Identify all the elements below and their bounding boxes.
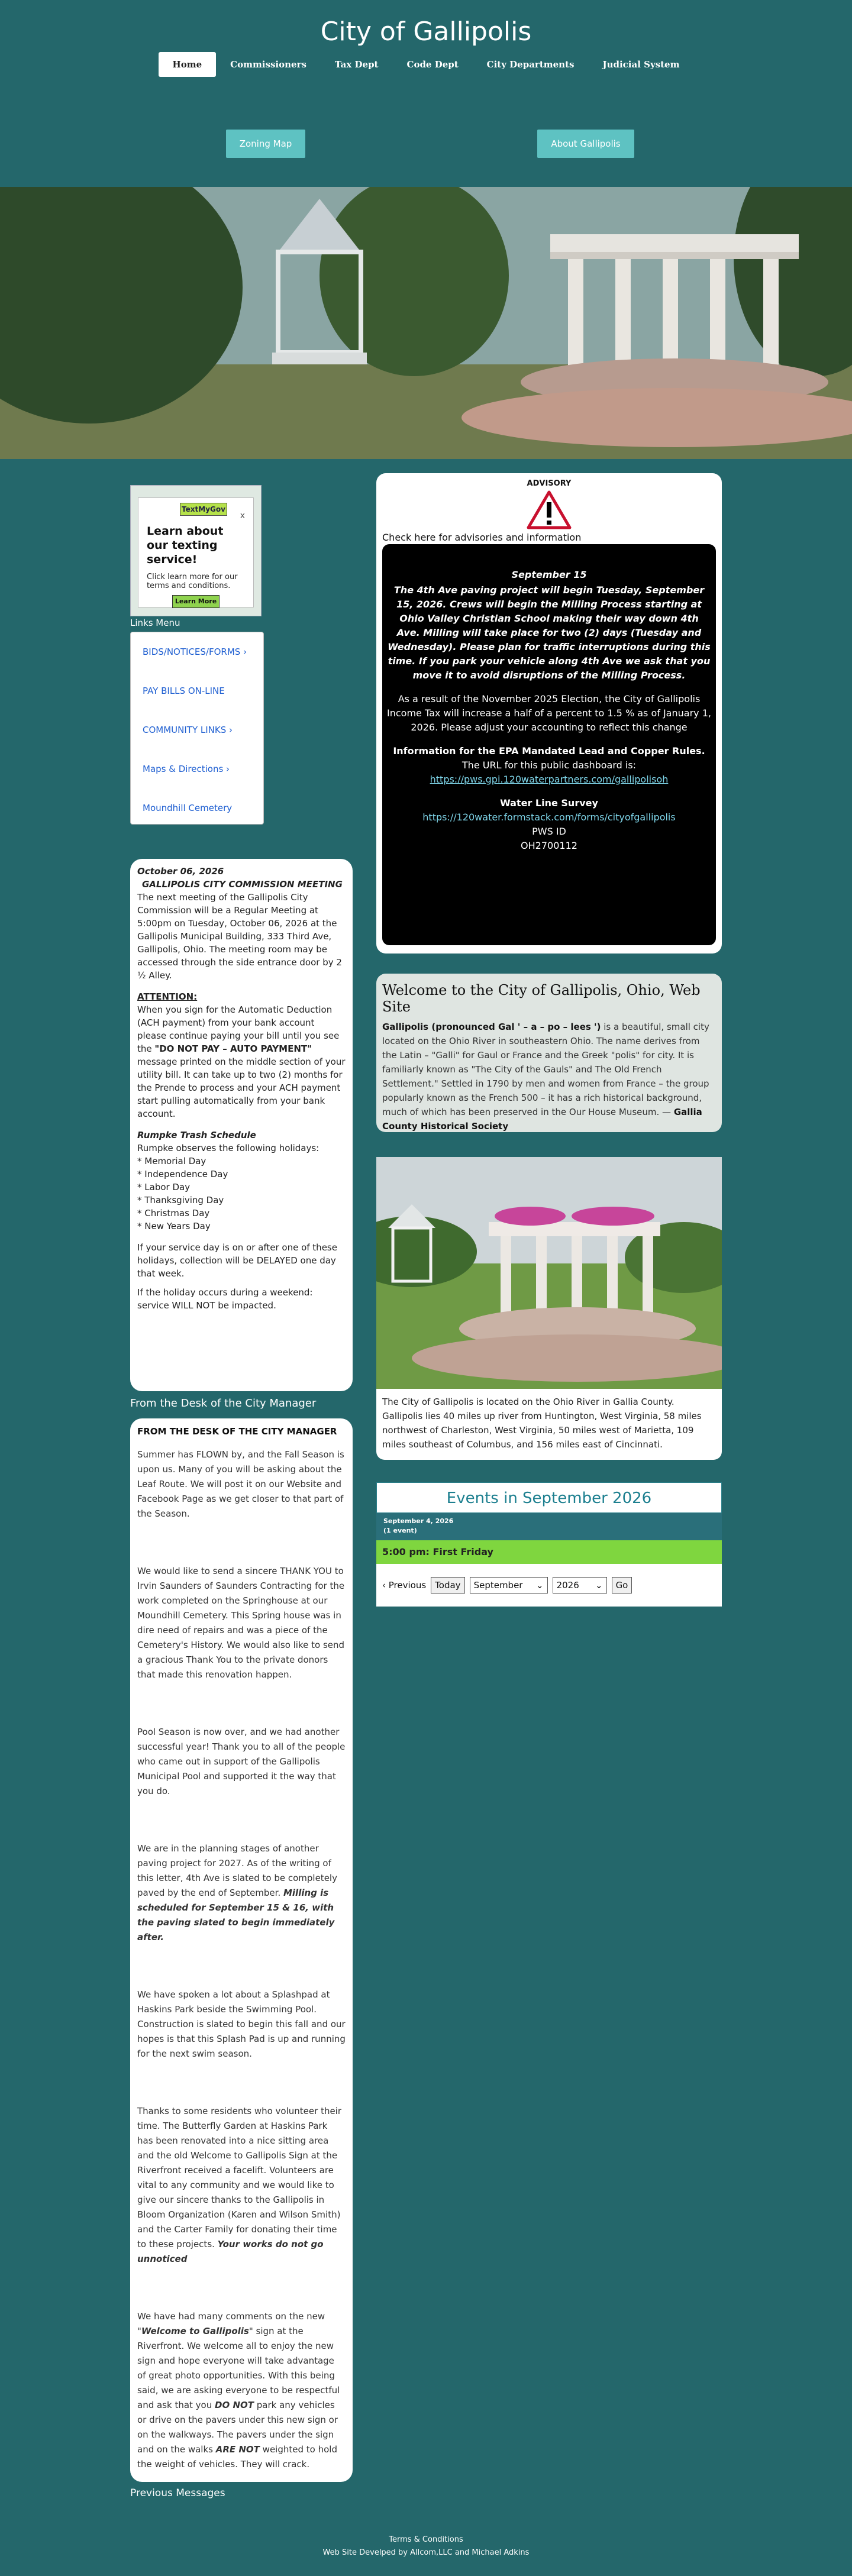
holiday-list bbox=[137, 1155, 346, 1233]
letter-paragraph: We are in the planning stages of another paving project for 2027. As of the writing of this letter, 4th Ave is slated to be completely paved by the end of September. Milling is scheduled for September 15 & 16, with the paving slated to begin immediately after. bbox=[137, 1843, 337, 1942]
today-button[interactable]: Today bbox=[431, 1577, 464, 1594]
holiday-item: * Labor Day bbox=[137, 1182, 191, 1192]
letter-paragraph: We would like to send a sincere THANK YOU to Irvin Saunders of Saunders Contracting for the work completed on the Springhouse at our Moundhill Cemetery. This Spring house was in dire need of repairs and was a piece of the Cemetery's History. We would also like to send a gracious Thank You to the private donors that made this renovation happen. bbox=[137, 1566, 345, 1680]
water-survey-link[interactable]: https://120water.formstack.com/forms/cityofgallipolis bbox=[422, 812, 676, 823]
holiday-item: * Independence Day bbox=[137, 1169, 228, 1179]
events-title: Events in September 2026 bbox=[376, 1482, 722, 1513]
chevron-down-icon: ⌄ bbox=[535, 1580, 544, 1591]
paving-notice: The 4th Ave paving project will begin Tuesday, September 15, 2026. Crews will begin the Milling Process starting at Ohio Valley Christian School making their way down 4th Ave. Milling will take place for two (2) days (Tuesday and Wednesday). Please plan for traffic interruptions during this time. If you park your vehicle along 4th Ave we ask that you move it to avoid disruptions of the Milling Process. bbox=[388, 584, 711, 681]
nav-city-departments[interactable]: City Departments bbox=[486, 59, 575, 70]
desk-heading: From the Desk of the City Manager bbox=[130, 1397, 317, 1410]
welcome-box bbox=[376, 974, 722, 1132]
events-calendar bbox=[376, 1482, 722, 1607]
texting-body: Click learn more for our terms and conditions. bbox=[147, 573, 238, 590]
event-item[interactable]: 5:00 pm: First Friday bbox=[376, 1540, 722, 1564]
epa-body: The URL for this public dashboard is: bbox=[462, 759, 637, 771]
texting-card bbox=[138, 497, 254, 607]
holiday-item: * Thanksgiving Day bbox=[137, 1195, 224, 1205]
main-nav bbox=[0, 52, 852, 77]
welcome-body: Gallipolis (pronounced Gal ' – a – po – lees ') is a beautiful, small city located on the Ohio River in southeastern Ohio. The name derives from the Latin – "Galli" for Gaul or France and the Greek "polis" for city. It is familiarly known as "The City of the Gauls" and The Old French Settlement." Settled in 1790 by men and women from France – the group popularly known as the French 500 – it has a rich historical background, much of which has been preserved in the Our House Museum. — Gallia County Historical Society bbox=[382, 1022, 709, 1132]
terms-link[interactable]: Terms & Conditions bbox=[389, 2535, 463, 2544]
delay-note: If your service day is on or after one of these holidays, collection will be DELAYED one day that week. bbox=[137, 1242, 337, 1279]
footer bbox=[0, 2533, 852, 2559]
water-survey-title: Water Line Survey bbox=[500, 797, 598, 809]
site-title: City of Gallipolis bbox=[320, 17, 532, 47]
attention-body: When you sign for the Automatic Deduction (ACH payment) from your bank account please continue paying your bill until you see the "DO NOT PAY – AUTO PAYMENT" message printed on the middle section of your utility bill. It can take up to two (2) months for the Prende to process and your ACH payment start pulling automatically from your bank account. bbox=[137, 1004, 346, 1119]
link-moundhill-cemetery[interactable]: Moundhill Cemetery bbox=[143, 803, 233, 813]
link-maps-directions[interactable]: Maps & Directions › bbox=[143, 764, 230, 774]
pws-label: PWS ID bbox=[532, 826, 566, 837]
trash-title: Rumpke Trash Schedule bbox=[137, 1130, 256, 1140]
epa-title: Information for the EPA Mandated Lead and Copper Rules. bbox=[393, 745, 705, 757]
attention-label: ATTENTION: bbox=[137, 991, 198, 1002]
nav-home[interactable]: Home bbox=[159, 52, 217, 77]
holiday-item: * Memorial Day bbox=[137, 1156, 206, 1166]
link-pay-bills-online[interactable]: PAY BILLS ON-LINE bbox=[143, 686, 225, 696]
zoning-map-button[interactable]: Zoning Map bbox=[226, 130, 305, 158]
links-menu bbox=[130, 632, 264, 825]
nav-judicial-system[interactable]: Judicial System bbox=[602, 59, 680, 70]
year-select[interactable]: 2026 ⌄ bbox=[553, 1577, 607, 1594]
learn-more-button[interactable]: Learn More bbox=[172, 595, 220, 608]
hero-photo bbox=[0, 187, 852, 459]
advisory-content bbox=[382, 544, 716, 945]
month-select[interactable]: September ⌄ bbox=[470, 1577, 548, 1594]
texting-service-widget bbox=[130, 485, 262, 616]
meeting-title: GALLIPOLIS CITY COMMISSION MEETING bbox=[142, 879, 343, 890]
nav-code-dept[interactable]: Code Dept bbox=[406, 59, 459, 70]
gazebo-photo bbox=[376, 1157, 722, 1389]
previous-messages-link[interactable]: Previous Messages bbox=[130, 2487, 225, 2499]
links-menu-heading: Links Menu bbox=[130, 618, 180, 628]
letter-paragraph: Thanks to some residents who volunteer their time. The Butterfly Garden at Haskins Park has been renovated into a nice sitting area and the old Welcome to Gallipolis Sign at the Riverfront received a facelift. Volunteers are vital to any community and we would like to give our sincere thanks to the Gallipolis in Bloom Organization (Karen and Wilson Smith) and the Carter Family for donating their time to these projects. Your works do not go unnoticed bbox=[137, 2106, 342, 2264]
news-date: October 06, 2026 bbox=[137, 866, 224, 877]
warning-icon bbox=[527, 490, 572, 529]
weekend-note: If the holiday occurs during a weekend: service WILL NOT be impacted. bbox=[137, 1287, 313, 1311]
event-date-header: September 4, 2026 (1 event) bbox=[376, 1513, 722, 1540]
chevron-down-icon: ⌄ bbox=[595, 1580, 603, 1591]
advisory-date: September 15 bbox=[511, 569, 587, 580]
letter-paragraph: We have spoken a lot about a Splashpad at Haskins Park beside the Swimming Pool. Construction is slated to begin this fall and our hopes is that this Splash Pad is up and running for the next swim season. bbox=[137, 1989, 346, 2059]
letter-paragraph: Summer has FLOWN by, and the Fall Season is upon us. Many of you will be asking about the Leaf Route. We will post it on our Website and Facebook Page as we get closer to that part of the Season. bbox=[137, 1449, 344, 1519]
nav-tax-dept[interactable]: Tax Dept bbox=[334, 59, 379, 70]
pws-id: OH2700112 bbox=[521, 840, 577, 851]
go-button[interactable]: Go bbox=[612, 1577, 632, 1594]
developer-credit: Web Site Develped by Allcom,LLC and Michael Adkins bbox=[322, 2548, 530, 2557]
link-bids-notices-forms[interactable]: BIDS/NOTICES/FORMS › bbox=[143, 647, 247, 657]
photo-caption: The City of Gallipolis is located on the Ohio River in Gallia County. Gallipolis lies 40 miles up river from Huntington, West Virginia, 58 miles northwest of Charleston, West Virginia, 50 miles west of Marietta, 109 miles southeast of Columbus, and 156 miles east of Cincinnati. bbox=[376, 1389, 722, 1460]
about-gallipolis-button[interactable]: About Gallipolis bbox=[537, 130, 634, 158]
nav-commissioners[interactable]: Commissioners bbox=[230, 59, 306, 70]
epa-dashboard-link[interactable]: https://pws.gpi.120waterpartners.com/gallipolisoh bbox=[430, 774, 669, 785]
advisories-link[interactable]: Check here for advisories and information bbox=[382, 532, 582, 543]
meeting-body: The next meeting of the Gallipolis City Commission will be a Regular Meeting at 5:00pm on Tuesday, October 06, 2026 at the Gallipolis Municipal Building, 333 Third Ave, Gallipolis, Ohio. The meeting room may be accessed through the side entrance door by 2 ½ Alley. bbox=[137, 892, 342, 981]
events-navigation bbox=[376, 1564, 722, 1607]
previous-month-link[interactable]: ‹ Previous bbox=[382, 1580, 427, 1591]
advisory-title: ADVISORY bbox=[527, 479, 572, 488]
letter-paragraph: We have had many comments on the new "Welcome to Gallipolis" sign at the Riverfront. We welcome all to enjoy the new sign and hope everyone will take advantage of great photo opportunities. With this being said, we are asking everyone to be respectful and ask that you DO NOT park any vehicles or drive on the pavers under this new sign or on the walkways. The pavers under the sign and on the walks ARE NOT weighted to hold the weight of vehicles. They will crack. bbox=[137, 2311, 340, 2470]
link-community-links[interactable]: COMMUNITY LINKS › bbox=[143, 725, 233, 735]
textmygov-logo: TextMyGov bbox=[180, 503, 227, 516]
city-manager-letter bbox=[130, 1418, 353, 2482]
holiday-item: * Christmas Day bbox=[137, 1208, 210, 1218]
letter-heading: FROM THE DESK OF THE CITY MANAGER bbox=[137, 1426, 337, 1437]
tax-notice: As a result of the November 2025 Election, the City of Gallipolis Income Tax will increase a half of a percent to 1.5 % as of January 1, 2026. Please adjust your accounting to reflect this change bbox=[387, 693, 711, 733]
close-icon[interactable]: x bbox=[240, 511, 245, 521]
letter-paragraph: Pool Season is now over, and we had another successful year! Thank you to all of the people who came out in support of the Gallipolis Municipal Pool and supported it the way that you do. bbox=[137, 1727, 346, 1796]
holiday-item: * New Years Day bbox=[137, 1221, 211, 1232]
texting-title: Learn about our texting service! bbox=[147, 525, 224, 566]
welcome-title: Welcome to the City of Gallipolis, Ohio, Web Site bbox=[382, 982, 701, 1015]
news-box bbox=[130, 859, 353, 1391]
advisory-panel bbox=[376, 473, 722, 954]
trash-intro: Rumpke observes the following holidays: bbox=[137, 1143, 320, 1153]
